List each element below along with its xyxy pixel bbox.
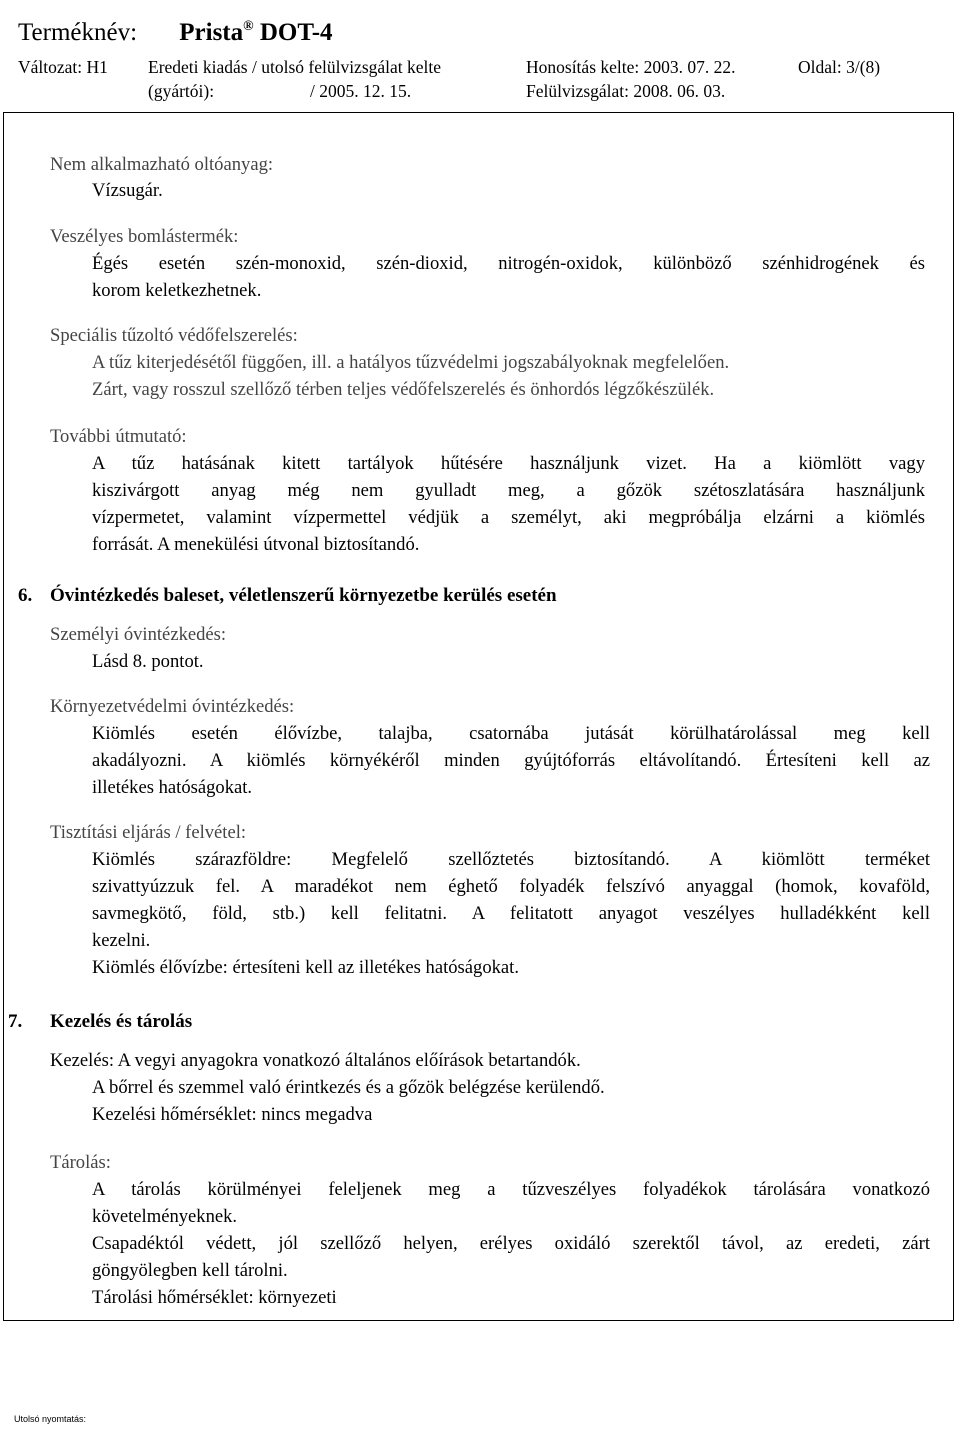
section-7-number: 7. [8,1011,23,1032]
further-guidance-line-2: kiszivárgott anyag még nem gyulladt meg, a gőzök szétoszlatására használjunk [92,480,925,501]
cleanup-line-5: Kiömlés élővízbe: értesíteni kell az illetékes hatóságokat. [92,957,519,978]
further-guidance-label: További útmutató: [50,426,187,447]
title-label: Terméknév: [18,19,138,46]
handling-line-1: Kezelés: A vegyi anyagokra vonatkozó általános előírások betartandók. [50,1050,581,1071]
handling-temperature: Kezelési hőmérséklet: nincs megadva [92,1104,373,1125]
environmental-precautions-label: Környezetvédelmi óvintézkedés: [50,696,295,717]
cleanup-line-1: Kiömlés szárazföldre: Megfelelő szellőztetés biztosítandó. A kiömlött terméket [92,849,930,870]
storage-line-3: Csapadéktól védett, jól szellőző helyen, erélyes oxidáló szerektől távol, az eredeti, zárt [92,1233,930,1254]
hazardous-products-line-2: korom keletkezhetnek. [92,280,262,301]
review-date: Felülvizsgálat: 2008. 06. 03. [526,81,726,101]
storage-temperature: Tárolási hőmérséklet: környezeti [92,1287,337,1308]
hazardous-products-line-1: Égés esetén szén-monoxid, szén-dioxid, nitrogén-oxidok, különböző szénhidrogének és [92,253,925,274]
cleanup-line-2: szivattyúzzuk fel. A maradékot nem éghető folyadék felszívó anyaggal (homok, kovaföld, [92,876,930,897]
storage-label: Tárolás: [50,1152,111,1173]
section-6-title: Óvintézkedés baleset, véletlenszerű környezetbe kerülés esetén [50,585,557,606]
document-header [18,10,948,103]
environmental-line-3: illetékes hatóságokat. [92,777,253,798]
fire-equipment-line-1: A tűz kiterjedésétől függően, ill. a hatályos tűzvédelmi jogszabályoknak megfelelően. [92,352,730,373]
storage-line-4: göngyölegben kell tárolni. [92,1260,288,1281]
cleanup-label: Tisztítási eljárás / felvétel: [50,822,247,843]
nationalization-date: Honosítás kelte: 2003. 07. 22. [526,57,736,77]
personal-precautions-label: Személyi óvintézkedés: [50,624,227,645]
section-7-title: Kezelés és tárolás [50,1011,193,1032]
fire-equipment-label: Speciális tűzoltó védőfelszerelés: [50,325,298,346]
registered-mark: ® [243,19,254,34]
product-name: Prista [179,19,244,46]
product-title [18,10,948,50]
issue-label: Eredeti kiadás / utolsó felülvizsgálat kelte [148,57,442,77]
environmental-line-2: akadályozni. A kiömlés környékéről minden gyújtóforrás eltávolítandó. Értesíteni kell az [92,750,930,771]
environmental-line-1: Kiömlés esetén élővízbe, talajba, csatornába jutását körülhatárolással meg kell [92,723,930,744]
further-guidance-line-4: forrását. A menekülési útvonal biztosítandó. [92,534,420,555]
last-printed-label: Utolsó nyomtatás: [14,1414,87,1424]
product-model: DOT-4 [259,19,333,46]
unsuitable-extinguisher-value: Vízsugár. [92,180,163,201]
issue-label-2: (gyártói): [148,81,215,101]
further-guidance-line-3: vízpermetet, valamint vízpermettel védjük a személyt, aki megpróbálja elzárni a kiömlés [92,507,925,528]
section-6-number: 6. [18,585,33,606]
version-label: Változat: H1 [18,57,108,77]
fire-equipment-line-2: Zárt, vagy rosszul szellőző térben teljes védőfelszerelés és önhordós légzőkészülék. [92,379,715,400]
further-guidance-line-1: A tűz hatásának kitett tartályok hűtésére használjunk vizet. Ha a kiömlött vagy [92,453,925,474]
issue-date: / 2005. 12. 15. [310,81,412,101]
page-number: Oldal: 3/(8) [798,57,881,77]
hazardous-products-label: Veszélyes bomlástermék: [50,226,239,247]
storage-line-2: követelményeknek. [92,1206,238,1227]
handling-line-2: A bőrrel és szemmel való érintkezés és a gőzök belégzése kerülendő. [92,1077,605,1098]
personal-precautions-value: Lásd 8. pontot. [92,651,204,672]
cleanup-line-4: kezelni. [92,930,151,951]
storage-line-1: A tárolás körülményei feleljenek meg a tűzveszélyes folyadékok tárolására vonatkozó [92,1179,930,1200]
cleanup-line-3: savmegkötő, föld, stb.) kell felitatni. A felitatott anyagot veszélyes hulladékként kell [92,903,930,924]
unsuitable-extinguisher-label: Nem alkalmazható oltóanyag: [50,154,274,175]
